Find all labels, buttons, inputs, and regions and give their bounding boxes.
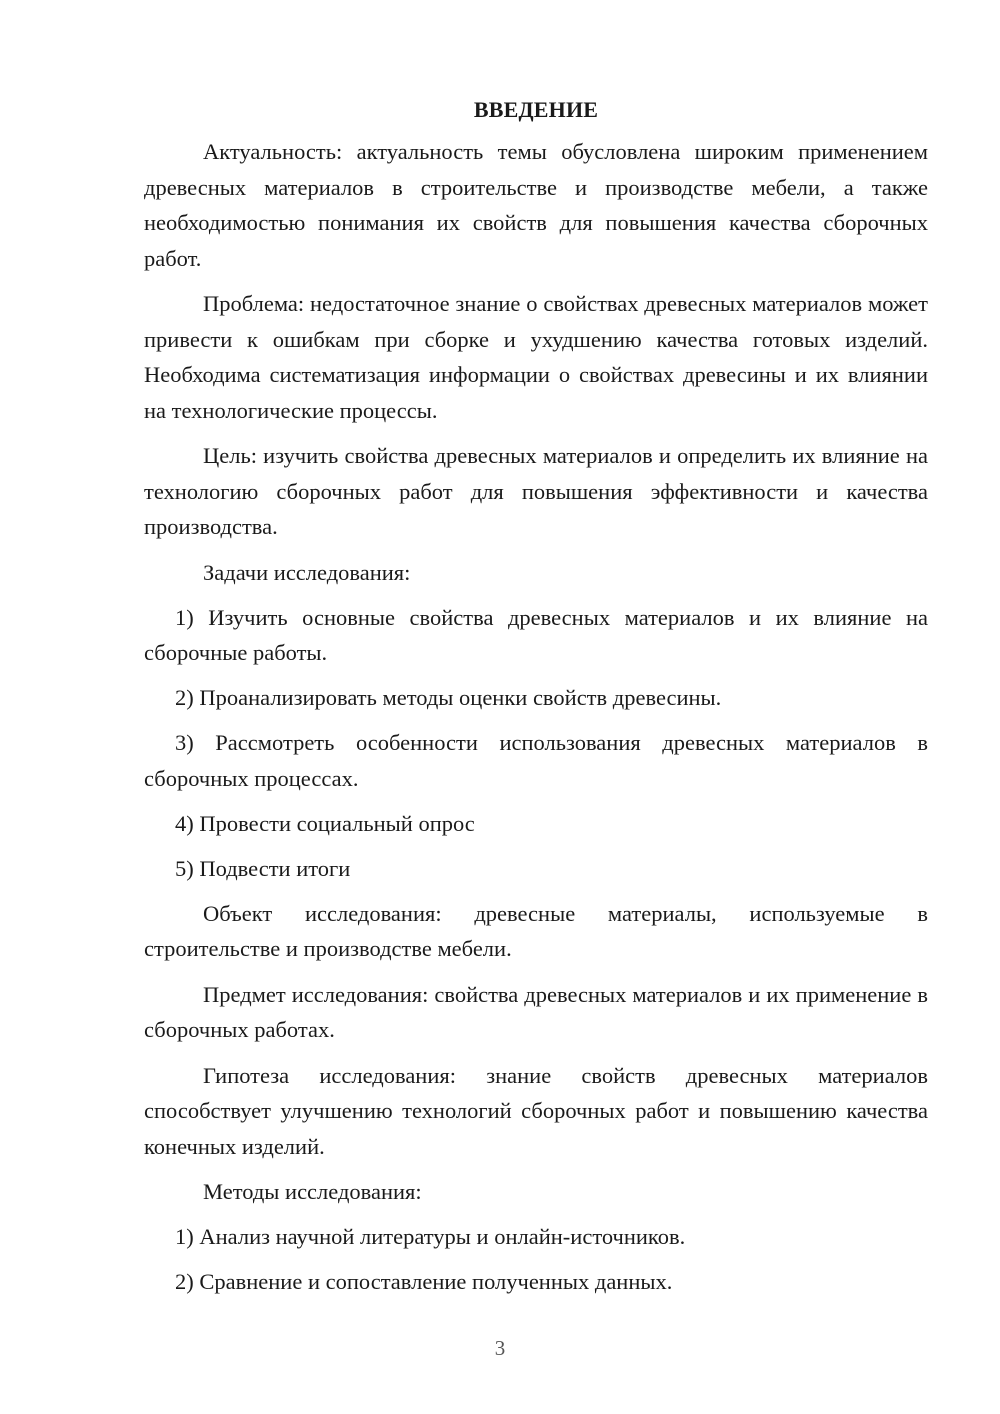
tasks-heading: Задачи исследования:	[203, 559, 411, 585]
page-number: 3	[494, 1336, 506, 1360]
method-item-2: 2) Сравнение и сопоставление полученных данных.	[175, 1269, 673, 1294]
relevance-paragraph: Актуальность: актуальность темы обусловлена широким применением древесных материалов в строительстве и производстве мебели, а также необходимостью понимания их свойств для повышения качества сборочных работ.	[144, 139, 928, 271]
problem-paragraph: Проблема: недостаточное знание о свойствах древесных материалов может привести к ошибкам при сборке и ухудшению качества готовых изделий. Необходима систематизация информации о свойствах древесины и их влиянии на технологические процессы.	[144, 291, 928, 423]
subject-paragraph: Предмет исследования: свойства древесных материалов и их применение в сборочных работах.	[144, 981, 928, 1042]
task-item-5: 5) Подвести итоги	[175, 855, 351, 881]
method-item-1: 1) Анализ научной литературы и онлайн-источников.	[175, 1224, 686, 1249]
hypothesis-paragraph: Гипотеза исследования: знание свойств древесных материалов способствует улучшению технологий сборочных работ и повышению качества конечных изделий.	[144, 1062, 928, 1159]
task-item-4: 4) Провести социальный опрос	[175, 810, 475, 836]
object-paragraph: Объект исследования: древесные материалы, используемые в строительстве и производстве мебели.	[144, 900, 928, 961]
task-item-3: 3) Рассмотреть особенности использования древесных материалов в сборочных процессах.	[144, 730, 928, 791]
document-page	[144, 92, 928, 1309]
goal-paragraph: Цель: изучить свойства древесных материалов и определить их влияние на технологию сборочных работ для повышения эффективности и качества производства.	[144, 443, 928, 539]
methods-heading: Методы исследования:	[203, 1179, 422, 1204]
section-title: ВВЕДЕНИЕ	[473, 97, 599, 122]
task-item-2: 2) Проанализировать методы оценки свойств древесины.	[175, 685, 722, 710]
task-item-1: 1) Изучить основные свойства древесных материалов и их влияние на сборочные работы.	[144, 604, 928, 665]
